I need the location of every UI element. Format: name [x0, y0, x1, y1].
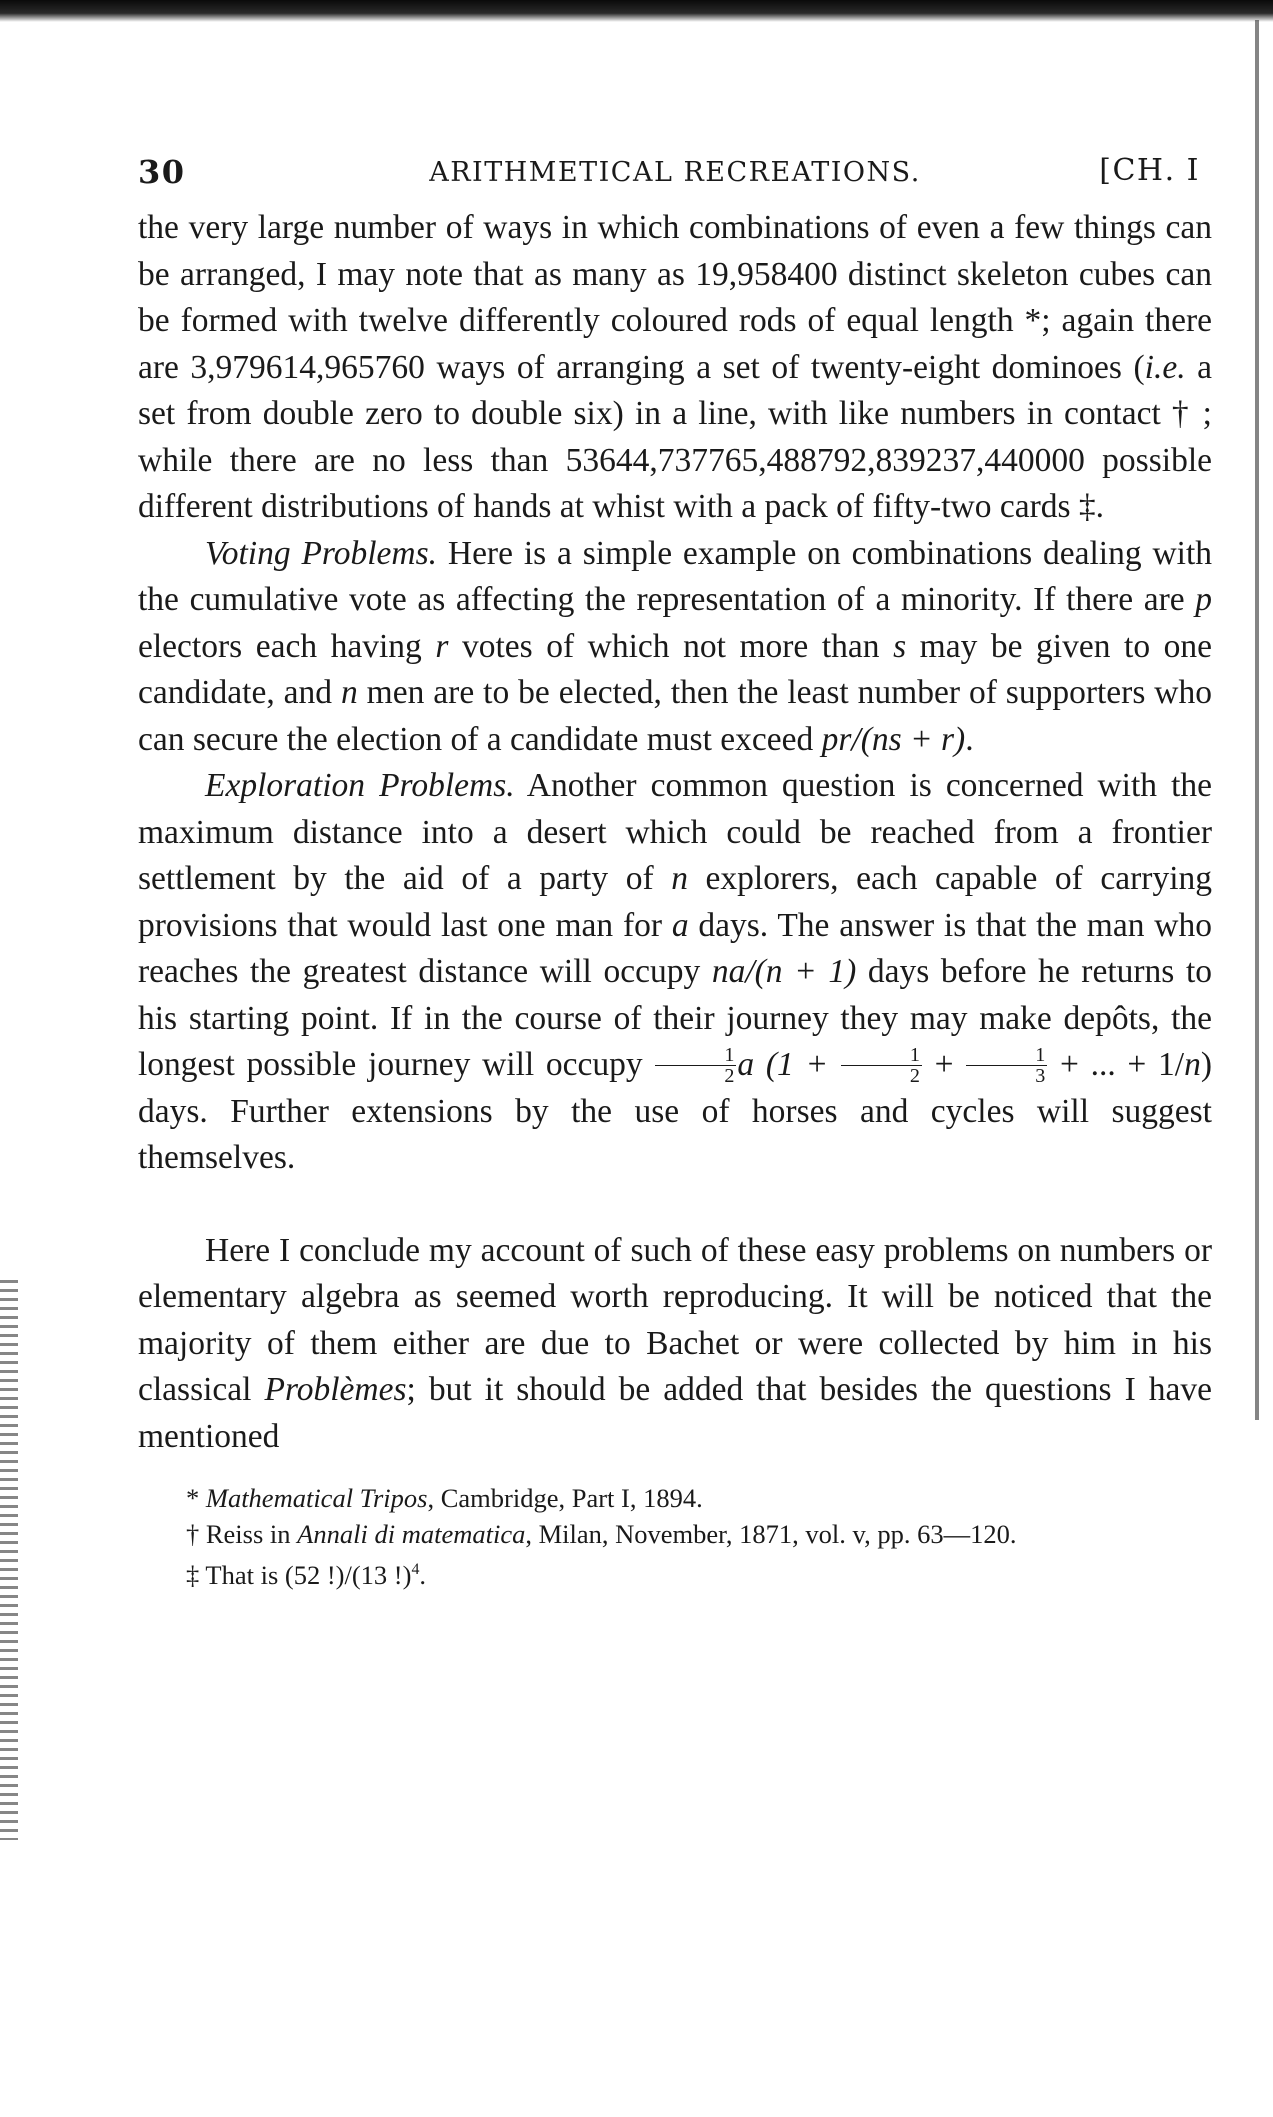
- scan-top-edge: [0, 0, 1273, 22]
- footnotes: [138, 1480, 1212, 1593]
- fraction-half-2: $\frac{1}{2}$: [841, 1045, 922, 1086]
- page-number: 30: [138, 153, 186, 191]
- footnote-1: * Mathematical Tripos, Cambridge, Part I, 1894.: [186, 1483, 703, 1513]
- section-title-exploration: Exploration Problems.: [205, 767, 515, 804]
- book-page: [138, 145, 1212, 1593]
- formula-exploration-1: na/(n + 1): [711, 953, 857, 990]
- fraction-half: $\frac{1}{2}$: [655, 1045, 736, 1086]
- paragraph-conclusion: Here I conclude my account of such of these easy problems on numbers or elementary algebra as seemed worth reproducing. It will be noticed that the majority of them either are due to Bachet or were collected by him in his classical Problèmes; but it should be added that besides the questions I have mentioned: [138, 1231, 1212, 1455]
- formula-voting: pr/(ns + r): [821, 720, 966, 758]
- paragraph-voting-problems: Voting Problems. Here is a simple example on combinations dealing with the cumulative vote as affecting the representation of a minority. If there are p electors each having r votes of which not more than s may be given to one candidate, and n men are to be elected, then the least number of supporters who can secure the election of a candidate must exceed pr/(ns + r).: [138, 534, 1213, 758]
- running-head: [138, 145, 1212, 205]
- scan-right-edge: [1255, 20, 1259, 1420]
- book-title-problemes: Problèmes: [264, 1371, 407, 1408]
- paragraph-combinations: the very large number of ways in which combinations of even a few things can be arranged, I may note that as many as 19,958400 distinct skeleton cubes can be formed with twelve differently coloured rods of equal length *; again there are 3,979614,965760 ways of arranging a set of twenty-eight dominoes (i.e. a set from double zero to double six) in a line, with like numbers in contact † ; while there are no less than 53644,737765,488792,839237,440000 possible different distributions of hands at whist with a pack of fifty-two cards ‡.: [138, 209, 1213, 525]
- paragraph-exploration-problems: Exploration Problems. Another common question is concerned with the maximum distance into a desert which could be reached from a frontier settlement by the aid of a party of n explorers, each capable of carrying provisions that would last one man for a days. The answer is that the man who reaches the greatest distance will occupy na/(n + 1) days before he returns to his starting point. If in the course of their journey they may make depôts, the longest possible journey will occupy $\frac{1}{2}$ a (1 + $\frac{1}{2}$ + $\frac{1}{3}$ + ... + 1/n) days. Further extensions by the use of horses and cycles will suggest themselves.: [138, 767, 1213, 1176]
- chapter-marker: [CH. I: [1099, 153, 1200, 188]
- footnote-3: ‡ That is (52 !)/(13 !)$^4$.: [186, 1559, 427, 1590]
- section-title-voting: Voting Problems.: [205, 534, 438, 572]
- body-text: [138, 205, 1212, 1460]
- scan-left-edge: [0, 1280, 18, 1840]
- fraction-third: $\frac{1}{3}$: [966, 1045, 1047, 1086]
- footnote-2: † Reiss in Annali di matematica, Milan, November, 1871, vol. v, pp. 63—120.: [186, 1519, 1017, 1549]
- running-title: ARITHMETICAL RECREATIONS.: [429, 157, 921, 188]
